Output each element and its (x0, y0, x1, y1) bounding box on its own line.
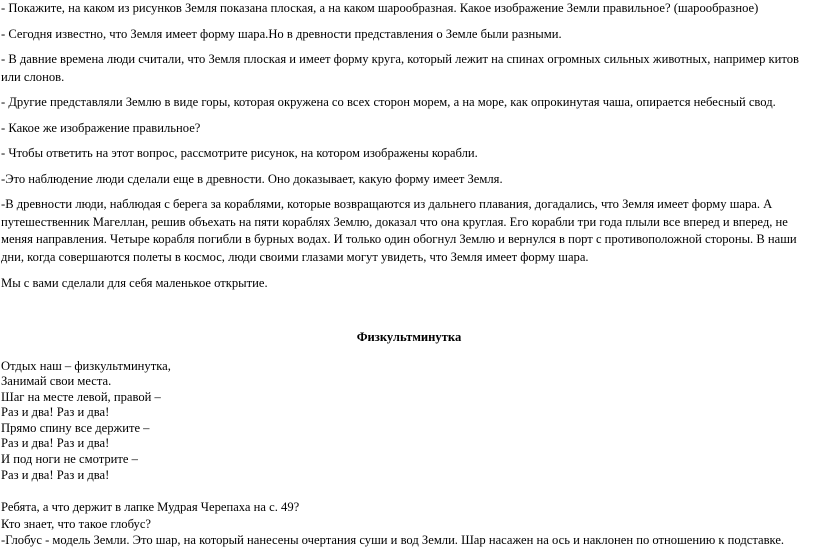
paragraph-question-pictures: - Покажите, на каком из рисунков Земля показана плоская, а на каком шарообразная. Какое изображение Земли правильное? (шарообразное) (1, 1, 759, 15)
paragraph-discovery: Мы с вами сделали для себя маленькое открытие. (1, 276, 268, 290)
paragraph-which-correct: - Какое же изображение правильное? (1, 120, 201, 135)
question-turtle: Ребята, а что держит в лапке Мудрая Черепаха на с. 49? (1, 500, 300, 515)
poem-line: Раз и два! Раз и два! (1, 467, 110, 482)
answer-globe-definition: -Глобус - модель Земли. Это шар, на который нанесены очертания суши и вод Земли. Шар насажен на ось и наклонен по отношению к подставке. (1, 533, 785, 548)
poem-line: И под ноги не смотрите – (1, 452, 138, 467)
paragraph-today-known: - Сегодня известно, что Земля имеет форму шара.Но в древности представления о Земле были разными. (1, 26, 562, 41)
question-globe: Кто знает, что такое глобус? (1, 516, 151, 531)
paragraph-ships-picture: - Чтобы ответить на этот вопрос, рассмотрите рисунок, на котором изображены корабли. (1, 146, 478, 160)
poem-line: Прямо спину все держите – (1, 420, 150, 435)
paragraph-magellan: -В древности люди, наблюдая с берега за кораблями, которые возвращаются из дальнего плавания, догадались, что Земля имеет форму шара. А путешественник Магеллан, решив объехать на пяти кораблях Землю, доказал что она круглая. Его корабли три года плыли все вперед и вперед, не меняя направления. Четыре корабля погибли в бурных водах. И только один обогнул Землю и вернулся в порт с противоположной стороны. В наши дни, когда совершаются полеты в космос, люди своими глазами могут увидеть, что Земля имеет форму шара. (1, 197, 797, 264)
paragraph-mountain-earth: - Другие представляли Землю в виде горы, которая окружена со всех сторон морем, а на море, как опрокинутая чаша, опирается небесный свод. (1, 95, 776, 109)
poem-line: Раз и два! Раз и два! (1, 405, 110, 420)
document-page (1, 0, 813, 548)
poem-block (1, 359, 813, 484)
paragraph-flat-earth: - В давние времена люди считали, что Земля плоская и имеет форму круга, который лежит на спинах огромных сильных животных, например китов или слонов. (1, 52, 799, 84)
globe-questions-block (1, 499, 813, 548)
poem-line: Занимай свои места. (1, 374, 112, 389)
paragraph-ancient-observation: -Это наблюдение люди сделали еще в древности. Оно доказывает, какую форму имеет Земля. (1, 171, 503, 186)
section-heading: Физкультминутка (356, 329, 462, 344)
poem-line: Раз и два! Раз и два! (1, 436, 110, 451)
poem-line: Отдых наш – физкультминутка, (1, 358, 171, 373)
poem-line: Шаг на месте левой, правой – (1, 389, 161, 404)
